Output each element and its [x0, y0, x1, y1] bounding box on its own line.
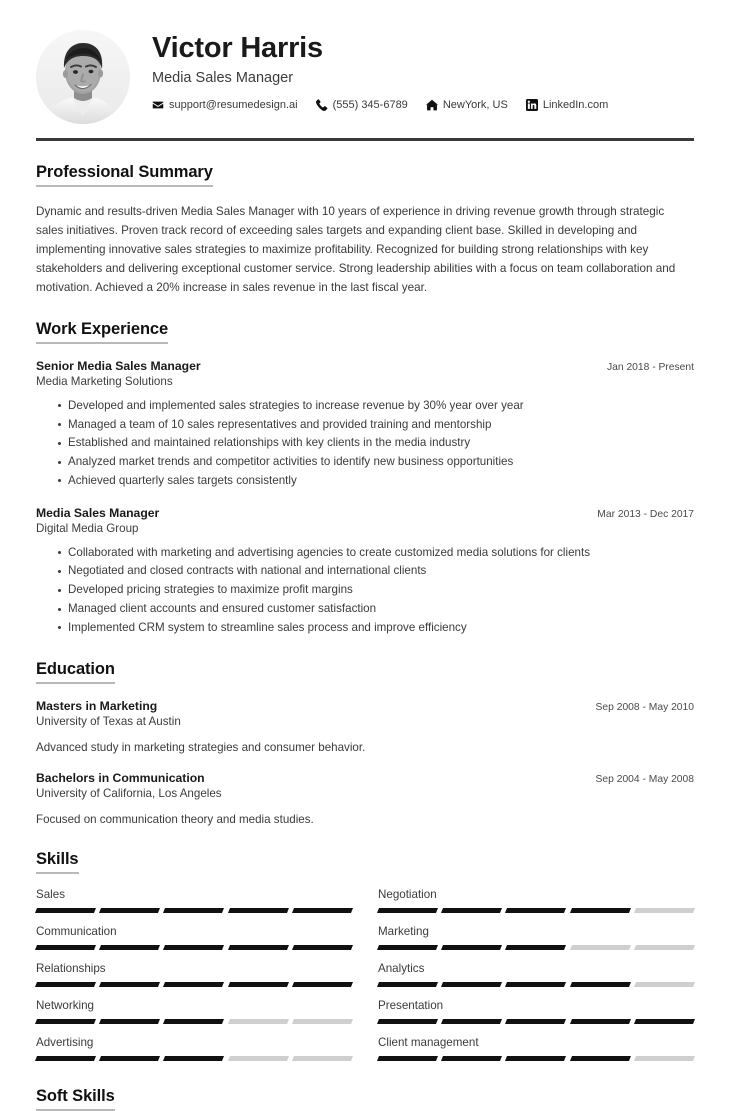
- skills-grid: [36, 888, 694, 1073]
- work-entry-title: Media Sales Manager: [36, 505, 160, 520]
- contact-phone-text: (555) 345-6789: [332, 98, 408, 111]
- phone-icon: [316, 99, 328, 111]
- education-entry-school: University of Texas at Austin: [36, 714, 181, 728]
- section-work-experience: [36, 298, 694, 638]
- list-item: Achieved quarterly sales targets consistently: [58, 472, 694, 491]
- skill-item: [36, 962, 352, 999]
- education-entry: [36, 771, 694, 828]
- avatar: [36, 30, 130, 124]
- skill-level-bar: [378, 908, 694, 913]
- contact-row: [152, 99, 694, 111]
- list-item: Managed a team of 10 sales representatives and provided training and mentorship: [58, 416, 694, 435]
- skill-segment: [163, 945, 224, 950]
- work-entry-date: Mar 2013 - Dec 2017: [597, 508, 694, 520]
- education-entry-description: Focused on communication theory and media studies.: [36, 812, 314, 826]
- skill-segment: [163, 908, 224, 913]
- skill-level-bar: [36, 1056, 352, 1061]
- skill-segment: [570, 1019, 631, 1024]
- work-entry-bullets: [36, 544, 694, 638]
- list-item: Analyzed market trends and competitor activities to identify new business opportunities: [58, 453, 694, 472]
- section-heading-skills: Skills: [36, 850, 79, 874]
- skill-segment: [570, 908, 631, 913]
- education-entry-title: Bachelors in Communication: [36, 770, 205, 785]
- skill-segment: [570, 1056, 631, 1061]
- skill-segment: [377, 1056, 438, 1061]
- skill-label: Client management: [378, 1036, 479, 1050]
- skill-segment: [441, 982, 502, 987]
- work-entry: [36, 359, 694, 491]
- skill-level-bar: [36, 982, 352, 987]
- education-entry-head: [36, 699, 694, 713]
- list-item: Managed client accounts and ensured customer satisfaction: [58, 600, 694, 619]
- section-heading-summary: Professional Summary: [36, 163, 213, 187]
- skill-segment: [570, 982, 631, 987]
- resume-header: [36, 0, 694, 132]
- job-title: Media Sales Manager: [152, 70, 294, 87]
- skill-level-bar: [36, 1019, 352, 1024]
- skill-segment: [634, 982, 695, 987]
- contact-linkedin[interactable]: [526, 99, 608, 111]
- skill-segment: [634, 908, 695, 913]
- work-entry: [36, 506, 694, 638]
- summary-text: Dynamic and results-driven Media Sales Manager with 10 years of experience in driving revenue growth through strategic sales initiatives. Proven track record of exceeding sales targets and expanding client base. Skilled in developing and implementing innovative sales strategies to maximize profitability. Recognized for building strong relationships with key stakeholders and delivering exceptional customer service. Strong leadership abilities with a focus on team collaboration and motivation. Achieved a 20% increase in sales revenue in the last fiscal year.: [36, 205, 676, 294]
- contact-email-text: support@resumedesign.ai: [169, 98, 298, 111]
- skill-level-bar: [378, 982, 694, 987]
- skill-level-bar: [378, 1056, 694, 1061]
- skill-segment: [99, 1056, 160, 1061]
- skill-segment: [35, 1056, 96, 1061]
- skill-label: Marketing: [378, 925, 429, 939]
- list-item: Implemented CRM system to streamline sales process and improve efficiency: [58, 619, 694, 638]
- skill-segment: [505, 945, 566, 950]
- skill-segment: [377, 1019, 438, 1024]
- skill-segment: [505, 982, 566, 987]
- skill-segment: [35, 982, 96, 987]
- work-entry-head: [36, 506, 694, 520]
- skill-segment: [35, 1019, 96, 1024]
- skill-label: Analytics: [378, 962, 425, 976]
- section-heading-work: Work Experience: [36, 320, 168, 344]
- skill-segment: [634, 1056, 695, 1061]
- skill-segment: [228, 1019, 289, 1024]
- skill-segment: [441, 945, 502, 950]
- section-skills: [36, 828, 694, 1073]
- header-text-block: [130, 30, 694, 111]
- section-education: [36, 638, 694, 829]
- skill-level-bar: [36, 908, 352, 913]
- list-item: Negotiated and closed contracts with national and international clients: [58, 562, 694, 581]
- skill-segment: [634, 1019, 695, 1024]
- skill-label: Relationships: [36, 962, 106, 976]
- skill-item: [36, 888, 352, 925]
- education-entry-date: Sep 2004 - May 2008: [595, 773, 694, 785]
- list-item: Developed pricing strategies to maximize profit margins: [58, 581, 694, 600]
- work-entry-head: [36, 359, 694, 373]
- skill-segment: [377, 945, 438, 950]
- skill-segment: [99, 982, 160, 987]
- skill-segment: [441, 908, 502, 913]
- list-item: Developed and implemented sales strategies to increase revenue by 30% year over year: [58, 397, 694, 416]
- skill-item: [378, 962, 694, 999]
- work-entry-date: Jan 2018 - Present: [606, 361, 694, 373]
- work-entry-company: Digital Media Group: [36, 521, 139, 535]
- section-professional-summary: [36, 141, 694, 298]
- skill-item: [36, 925, 352, 962]
- skill-segment: [441, 1019, 502, 1024]
- list-item: Established and maintained relationships with key clients in the media industry: [58, 434, 694, 453]
- skill-level-bar: [36, 945, 352, 950]
- skill-segment: [292, 945, 353, 950]
- linkedin-icon: [526, 99, 538, 111]
- page-title: Victor Harris: [152, 32, 323, 64]
- work-entry-title: Senior Media Sales Manager: [36, 358, 201, 373]
- skill-segment: [441, 1056, 502, 1061]
- education-entry: [36, 699, 694, 756]
- contact-linkedin-text: LinkedIn.com: [542, 98, 609, 111]
- skill-segment: [228, 982, 289, 987]
- skill-label: Networking: [36, 999, 94, 1013]
- skill-item: [378, 999, 694, 1036]
- skill-segment: [292, 908, 353, 913]
- home-icon: [426, 99, 438, 111]
- skill-segment: [292, 1019, 353, 1024]
- skill-segment: [505, 1019, 566, 1024]
- work-entry-company: Media Marketing Solutions: [36, 374, 173, 388]
- skill-segment: [35, 908, 96, 913]
- skill-segment: [292, 982, 353, 987]
- skill-segment: [228, 1056, 289, 1061]
- section-heading-soft-skills: Soft Skills: [36, 1087, 115, 1111]
- skill-item: [378, 1036, 694, 1073]
- section-heading-education: Education: [36, 660, 115, 684]
- skill-segment: [634, 945, 695, 950]
- skill-label: Sales: [36, 888, 66, 902]
- skill-segment: [35, 945, 96, 950]
- skill-label: Communication: [36, 925, 117, 939]
- skill-level-bar: [378, 945, 694, 950]
- skill-level-bar: [378, 1019, 694, 1024]
- contact-phone[interactable]: [316, 99, 408, 111]
- skill-item: [36, 1036, 352, 1073]
- contact-location-text: NewYork, US: [442, 98, 508, 111]
- skill-segment: [228, 945, 289, 950]
- email-icon: [152, 99, 164, 111]
- list-item: Collaborated with marketing and advertising agencies to create customized media solutions for clients: [58, 544, 694, 563]
- section-soft-skills: [36, 1073, 694, 1111]
- skill-segment: [377, 982, 438, 987]
- skill-label: Negotiation: [378, 888, 437, 902]
- skill-label: Presentation: [378, 999, 444, 1013]
- education-entry-school: University of California, Los Angeles: [36, 786, 222, 800]
- skill-label: Advertising: [36, 1036, 94, 1050]
- skill-segment: [99, 1019, 160, 1024]
- contact-email[interactable]: [152, 99, 298, 111]
- skill-segment: [99, 945, 160, 950]
- education-entry-date: Sep 2008 - May 2010: [595, 701, 694, 713]
- skill-segment: [292, 1056, 353, 1061]
- skill-item: [378, 925, 694, 962]
- skill-segment: [163, 1056, 224, 1061]
- skill-segment: [163, 982, 224, 987]
- skill-segment: [228, 908, 289, 913]
- skill-item: [378, 888, 694, 925]
- profile-photo-image: [36, 30, 130, 124]
- education-entry-description: Advanced study in marketing strategies and consumer behavior.: [36, 740, 366, 754]
- education-entry-title: Masters in Marketing: [36, 698, 158, 713]
- skill-segment: [570, 945, 631, 950]
- education-entry-head: [36, 771, 694, 785]
- contact-location[interactable]: [426, 99, 508, 111]
- skill-segment: [505, 1056, 566, 1061]
- skill-segment: [163, 1019, 224, 1024]
- skill-segment: [377, 908, 438, 913]
- skill-item: [36, 999, 352, 1036]
- skill-segment: [505, 908, 566, 913]
- skill-segment: [99, 908, 160, 913]
- work-entry-bullets: [36, 397, 694, 491]
